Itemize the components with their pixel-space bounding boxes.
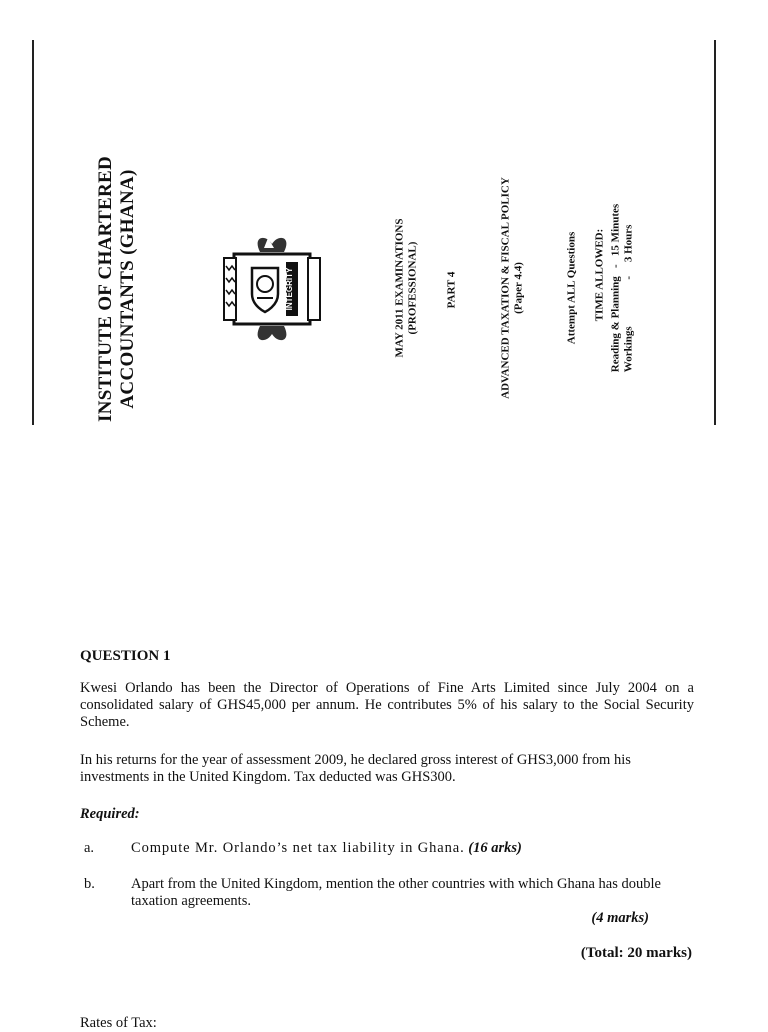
cover-page — [0, 0, 768, 440]
time-reading-planning: Reading & Planning - 15 Minutes — [609, 203, 622, 373]
institute-crest-logo — [216, 232, 326, 346]
part-b-label: b. — [84, 876, 95, 892]
time-workings: Workings - 3 Hours — [622, 224, 634, 373]
question-title: QUESTION 1 — [80, 648, 171, 664]
question-paragraph-2: In his returns for the year of assessment 2009, he declared gross interest of GHS3,000 from his investments in the United Kingdom. Tax deducted was GHS300. — [80, 752, 631, 785]
rates-of-tax-heading: Rates of Tax: — [80, 1015, 157, 1031]
required-heading: Required: — [80, 806, 140, 822]
exam-instruction: Attempt ALL Questions — [565, 231, 578, 345]
paper-title-line1: ADVANCED TAXATION & FISCAL POLICY — [499, 177, 512, 399]
part-b-text: Apart from the United Kingdom, mention the other countries with which Ghana has double taxation agreements. — [131, 876, 661, 909]
exam-title-line1: MAY 2011 EXAMINATIONS — [393, 218, 406, 358]
institute-name-line2: ACCOUNTANTS (GHANA) — [117, 169, 138, 409]
total-marks: (Total: 20 marks) — [580, 945, 692, 961]
question-paragraph-1: Kwesi Orlando has been the Director of Operations of Fine Arts Limited since July 2004 on a consolidated salary of GHS45,000 per annum. He contributes 5% of his salary to the Social Security Scheme. — [80, 680, 694, 730]
exam-title-line2: (PROFESSIONAL) — [406, 241, 418, 335]
institute-name — [95, 156, 139, 422]
paper-title — [499, 177, 524, 399]
time-allowed-heading: TIME ALLOWED: — [593, 228, 606, 322]
exam-part: PART 4 — [445, 271, 458, 309]
left-border-line — [32, 40, 34, 425]
paper-title-line2: (Paper 4.4) — [512, 262, 524, 314]
exam-title — [393, 219, 418, 358]
part-b-marks: (4 marks) — [591, 910, 649, 926]
part-a-marks: (16 arks) — [468, 840, 522, 856]
time-allowed-details — [609, 204, 634, 372]
part-a-text: Compute Mr. Orlando’s net tax liability in Ghana. — [131, 840, 465, 856]
right-border-line — [714, 40, 716, 425]
logo-integrity-text: INTEGRITY — [285, 267, 294, 311]
institute-name-line1: INSTITUTE OF CHARTERED — [95, 155, 117, 423]
part-a-label: a. — [84, 840, 95, 856]
